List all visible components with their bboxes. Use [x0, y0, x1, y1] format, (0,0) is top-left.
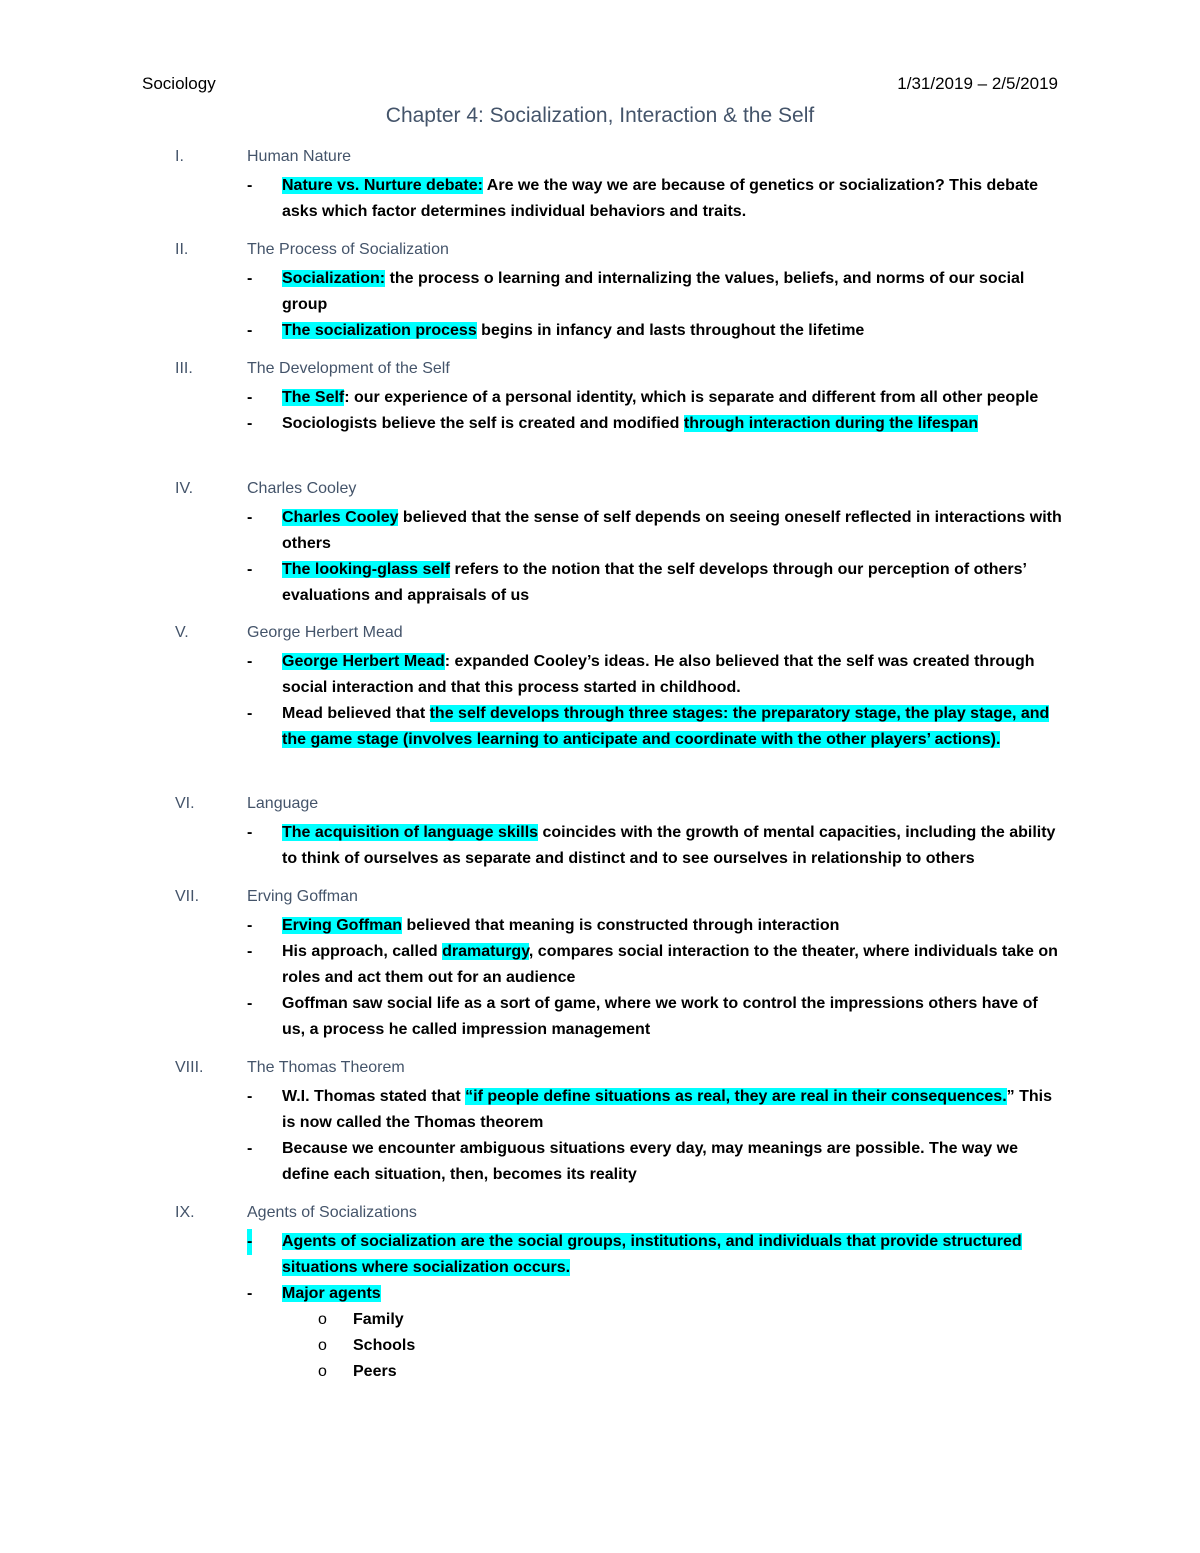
- circle-bullet: o: [318, 1337, 327, 1354]
- dash-bullet: -: [247, 270, 253, 287]
- highlight: The socialization process: [282, 322, 477, 339]
- highlight: Socialization:: [282, 270, 386, 287]
- bullet-item: - The looking-glass self refers to the notion that the self develops through our perception of others’ evaluations and appraisals of us: [0, 557, 1062, 609]
- highlight: Nature vs. Nurture debate:: [282, 177, 483, 194]
- dash-bullet: -: [247, 415, 253, 432]
- highlight: The Self: [282, 389, 345, 406]
- section-title: The Thomas Theorem: [247, 1059, 405, 1076]
- section-title: The Process of Socialization: [247, 241, 449, 258]
- highlight: dramaturgy: [442, 943, 529, 960]
- section-thomas-theorem: [0, 1059, 1200, 1188]
- course-name: Sociology: [142, 74, 216, 93]
- bullet-item: - The socialization process begins in infancy and lasts throughout the lifetime: [0, 318, 1062, 344]
- highlight: “if people define situations as real, they are real in their consequences.: [465, 1088, 1007, 1105]
- highlight: through interaction during the lifespan: [683, 415, 979, 432]
- dash-bullet: -: [247, 824, 253, 841]
- section-number: IX.: [175, 1204, 195, 1221]
- bullet-item: - Mead believed that the self develops through three stages: the preparatory stage, the play stage, and the game stage (involves learning to anticipate and coordinate with the other players’ actions).: [0, 701, 1062, 753]
- highlight: Charles Cooley: [282, 509, 399, 526]
- dash-bullet: -: [247, 509, 253, 526]
- dash-bullet: -: [247, 389, 253, 406]
- section-title: Charles Cooley: [247, 480, 357, 497]
- sub-list-item: o Peers: [0, 1359, 1200, 1385]
- bullet-item: - The acquisition of language skills coincides with the growth of mental capacities, including the ability to think of ourselves as separate and distinct and to see ourselves in relationship to others: [0, 820, 1062, 872]
- section-number: III.: [175, 360, 193, 377]
- section-title: The Development of the Self: [247, 360, 450, 377]
- highlight: George Herbert Mead: [282, 653, 445, 670]
- dash-bullet: -: [247, 1229, 252, 1255]
- dash-bullet: -: [247, 943, 253, 960]
- highlight: Major agents: [282, 1285, 381, 1302]
- section-title: Human Nature: [247, 148, 352, 165]
- circle-bullet: o: [318, 1363, 327, 1380]
- dash-bullet: -: [247, 653, 253, 670]
- section-title: George Herbert Mead: [247, 624, 403, 641]
- dash-bullet: -: [247, 995, 253, 1012]
- section-language: [0, 795, 1200, 872]
- circle-bullet: o: [318, 1311, 327, 1328]
- dash-bullet: -: [247, 1140, 253, 1157]
- dash-bullet: -: [247, 705, 253, 722]
- bullet-item: - W.I. Thomas stated that “if people define situations as real, they are real in their consequences.” This is now called the Thomas theorem: [0, 1084, 1062, 1136]
- bullet-item: [0, 1229, 1062, 1281]
- section-number: I.: [175, 148, 184, 165]
- dash-bullet: -: [247, 561, 253, 578]
- section-agents-of-socialization: [0, 1204, 1200, 1385]
- section-erving-goffman: [0, 888, 1200, 1043]
- dash-bullet: -: [247, 322, 253, 339]
- bullet-item: - Socialization: the process o learning and internalizing the values, beliefs, and norms of our social group: [0, 266, 1062, 318]
- dash-bullet: -: [247, 177, 253, 194]
- highlight: the self develops through three stages: the preparatory stage, the play stage, and the game stage (involves learning to anticipate and coordinate with the other players’ actions).: [282, 705, 1050, 748]
- date-range: 1/31/2019 – 2/5/2019: [897, 74, 1058, 93]
- bullet-item: - George Herbert Mead: expanded Cooley’s ideas. He also believed that the self was created through social interaction and that this process started in childhood.: [0, 649, 1062, 701]
- bullet-item: [0, 1281, 1062, 1307]
- bullet-item: - The Self: our experience of a personal identity, which is separate and different from all other people: [0, 385, 1062, 411]
- section-human-nature: [0, 148, 1200, 225]
- section-title: Agents of Socializations: [247, 1204, 417, 1221]
- section-charles-cooley: [0, 480, 1200, 609]
- bullet-item: - Nature vs. Nurture debate: Are we the way we are because of genetics or socialization? This debate asks which factor determines individual behaviors and traits.: [0, 173, 1062, 225]
- section-process-of-socialization: [0, 241, 1200, 344]
- bullet-item: - Because we encounter ambiguous situations every day, may meanings are possible. The way we define each situation, then, becomes its reality: [0, 1136, 1062, 1188]
- dash-bullet: -: [247, 1285, 253, 1302]
- highlight: Agents of socialization are the social groups, institutions, and individuals that provide structured situations where socialization occurs.: [282, 1233, 1022, 1276]
- bullet-item: - His approach, called dramaturgy, compares social interaction to the theater, where individuals take on roles and act them out for an audience: [0, 939, 1062, 991]
- bullet-item: - Charles Cooley believed that the sense of self depends on seeing oneself reflected in interactions with others: [0, 505, 1062, 557]
- section-number: V.: [175, 624, 189, 641]
- section-george-herbert-mead: [0, 624, 1200, 753]
- bullet-item: - Sociologists believe the self is created and modified through interaction during the lifespan: [0, 411, 1062, 437]
- section-number: IV.: [175, 480, 194, 497]
- dash-bullet: -: [247, 917, 253, 934]
- sub-list-item: o Family: [0, 1307, 1200, 1333]
- section-number: VI.: [175, 795, 195, 812]
- page-title: Chapter 4: Socialization, Interaction & the Self: [385, 104, 815, 127]
- dash-bullet: -: [247, 1088, 253, 1105]
- section-development-of-self: [0, 360, 1200, 437]
- bullet-item: - Erving Goffman believed that meaning is constructed through interaction: [0, 913, 1062, 939]
- bullet-item: - Goffman saw social life as a sort of game, where we work to control the impressions others have of us, a process he called impression management: [0, 991, 1062, 1043]
- sub-list-item: o Schools: [0, 1333, 1200, 1359]
- section-number: VII.: [175, 888, 200, 905]
- section-title: Language: [247, 795, 319, 812]
- highlight: The looking-glass self: [282, 561, 451, 578]
- highlight: Erving Goffman: [282, 917, 403, 934]
- section-number: VIII.: [175, 1059, 204, 1076]
- section-title: Erving Goffman: [247, 888, 358, 905]
- highlight: The acquisition of language skills: [282, 824, 539, 841]
- section-number: II.: [175, 241, 189, 258]
